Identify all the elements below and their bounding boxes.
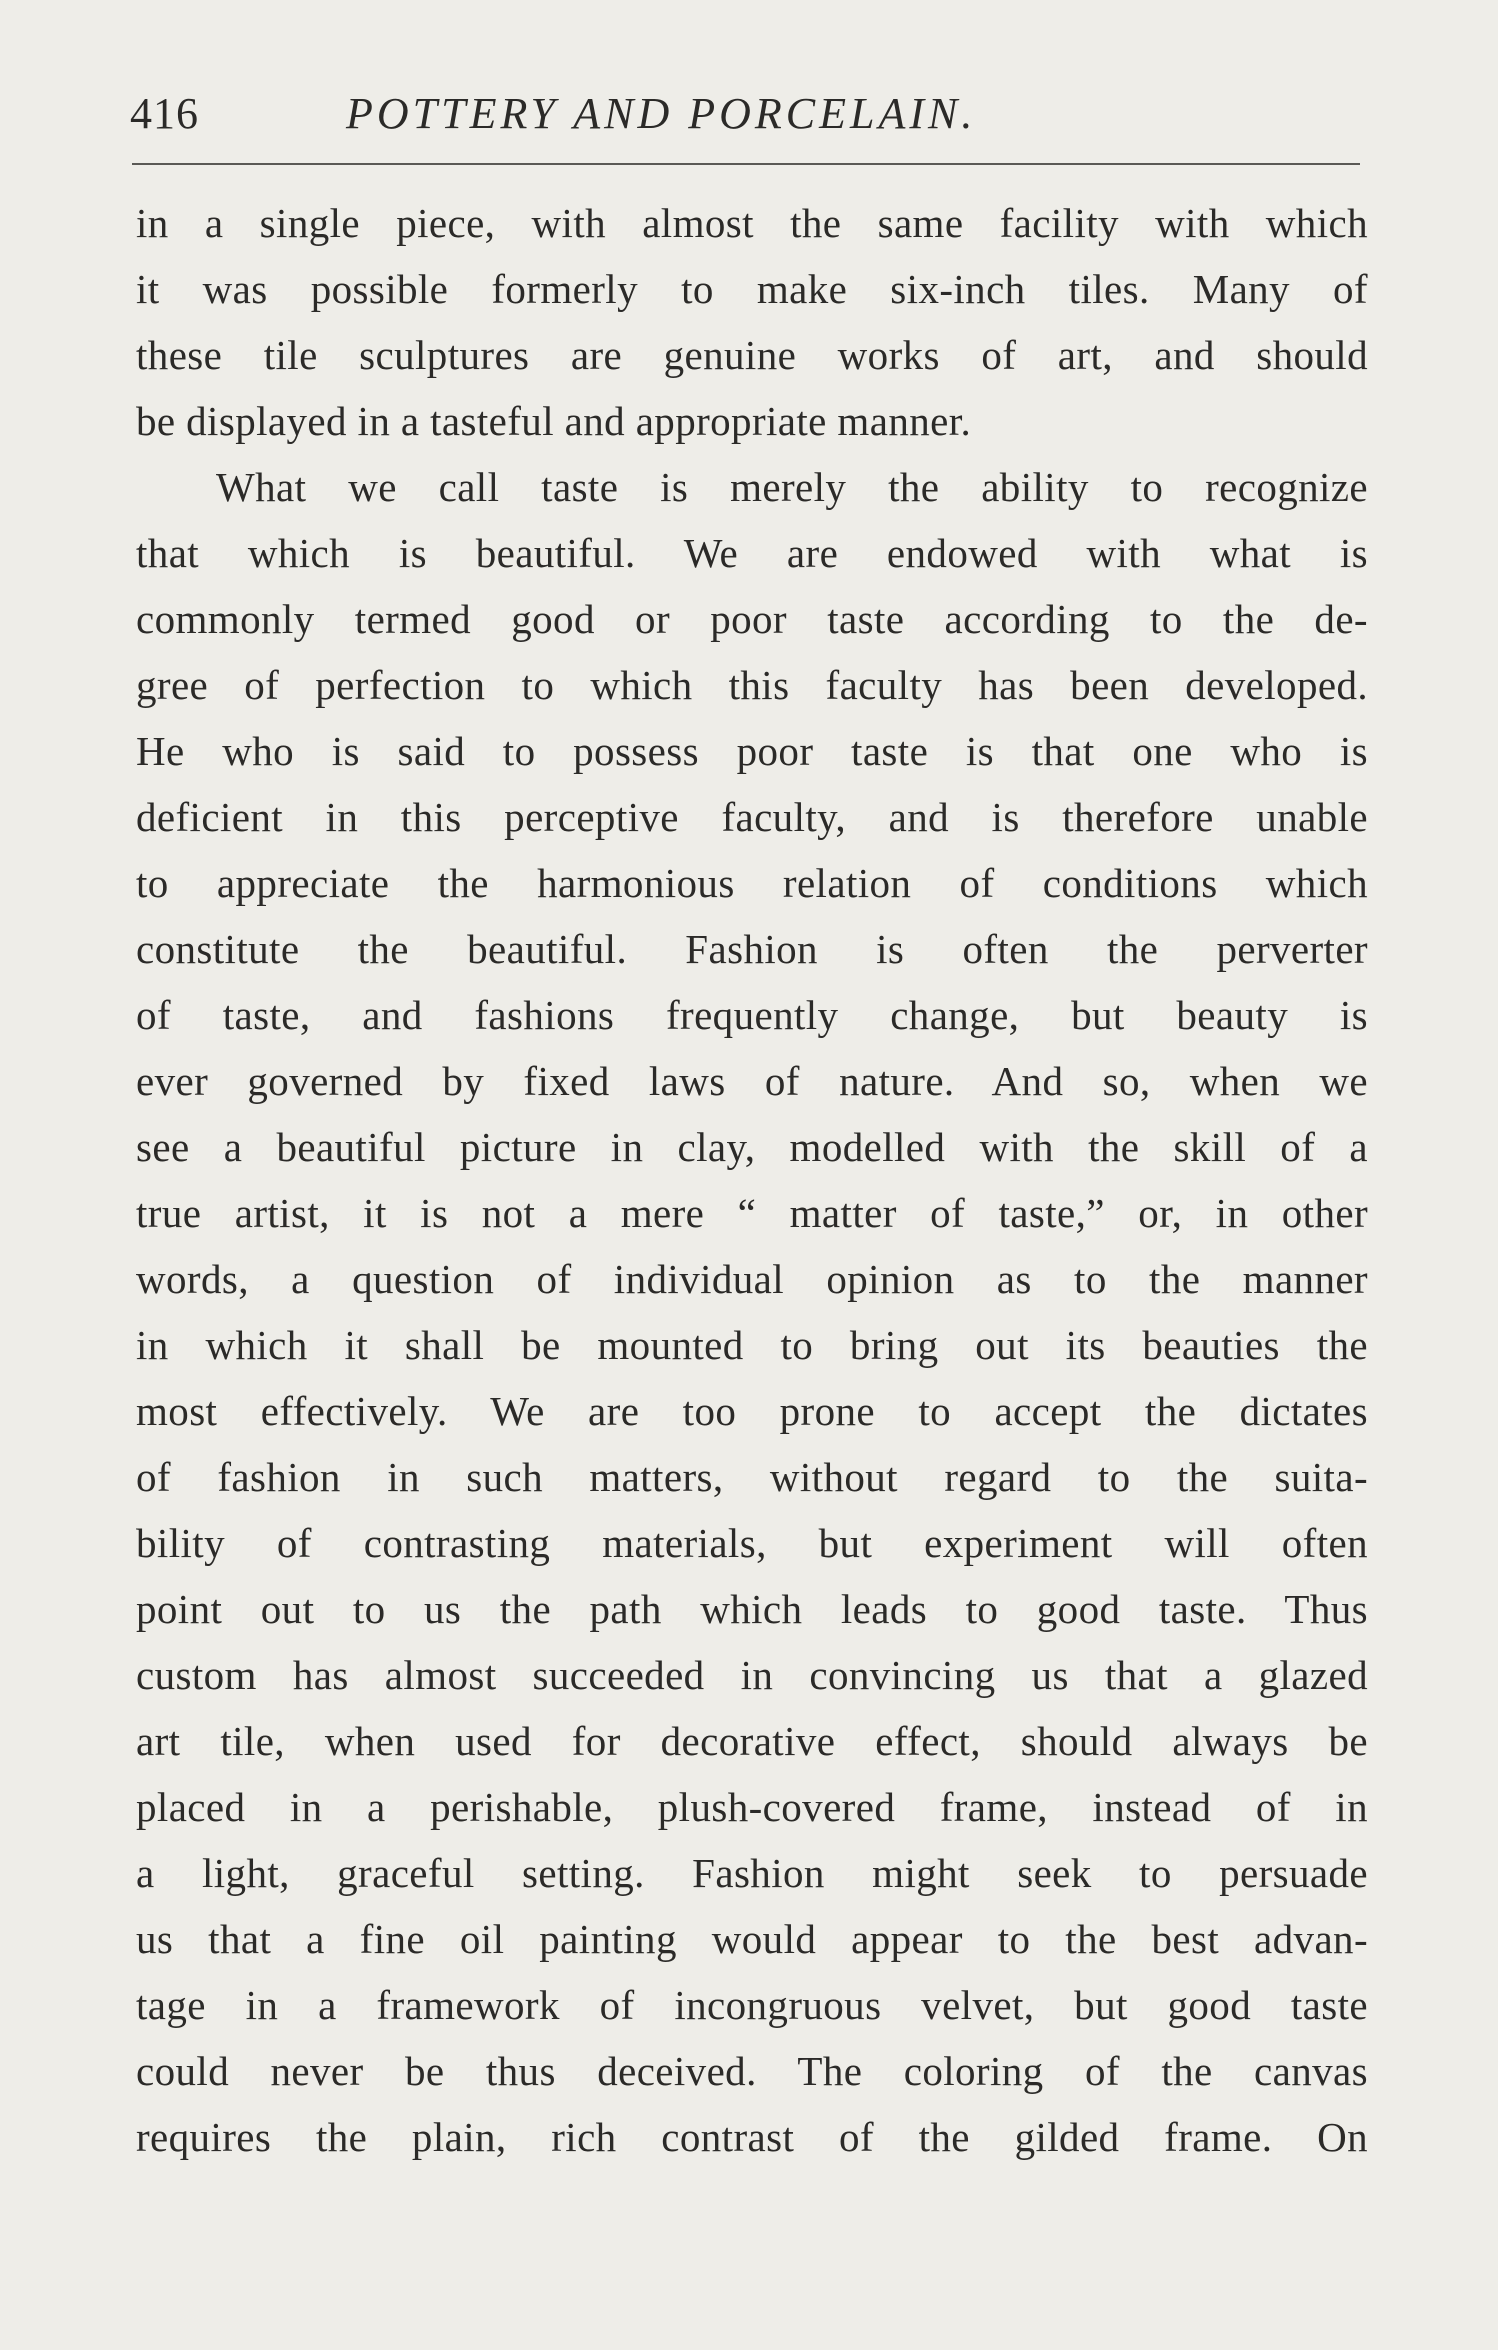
text-line: true artist, it is not a mere “ matter of taste,” or, in other bbox=[136, 1190, 1368, 1236]
text-line: in a single piece, with almost the same facility with which bbox=[136, 200, 1368, 246]
text-line: gree of perfection to which this faculty has been developed. bbox=[136, 662, 1368, 708]
text-line: of taste, and fashions frequently change, but beauty is bbox=[136, 992, 1368, 1038]
text-line: commonly termed good or poor taste according to the de- bbox=[136, 596, 1368, 642]
text-line: tage in a framework of incongruous velvet, but good taste bbox=[136, 1982, 1368, 2028]
text-line: words, a question of individual opinion as to the manner bbox=[136, 1256, 1368, 1302]
running-title: POTTERY AND PORCELAIN. bbox=[346, 89, 977, 138]
text-line: could never be thus deceived. The coloring of the canvas bbox=[136, 2048, 1368, 2094]
text-line: see a beautiful picture in clay, modelled with the skill of a bbox=[136, 1124, 1368, 1170]
text-line: of fashion in such matters, without regard to the suita- bbox=[136, 1454, 1368, 1500]
text-line: that which is beautiful. We are endowed with what is bbox=[136, 530, 1368, 576]
text-line: these tile sculptures are genuine works of art, and should bbox=[136, 332, 1368, 378]
text-line: us that a fine oil painting would appear to the best advan- bbox=[136, 1916, 1368, 1962]
text-line: it was possible formerly to make six-inch tiles. Many of bbox=[136, 266, 1368, 312]
text-line: bility of contrasting materials, but experiment will often bbox=[136, 1520, 1368, 1566]
text-line: requires the plain, rich contrast of the gilded frame. On bbox=[136, 2114, 1368, 2160]
text-line: art tile, when used for decorative effect, should always be bbox=[136, 1718, 1368, 1764]
text-line: a light, graceful setting. Fashion might seek to persuade bbox=[136, 1850, 1368, 1896]
page-header bbox=[130, 84, 1360, 144]
text-line: deficient in this perceptive faculty, and is therefore unable bbox=[136, 794, 1368, 840]
text-line: ever governed by fixed laws of nature. And so, when we bbox=[136, 1058, 1368, 1104]
text-line: in which it shall be mounted to bring out its beauties the bbox=[136, 1322, 1368, 1368]
page-number: 416 bbox=[130, 89, 199, 138]
text-line: most effectively. We are too prone to accept the dictates bbox=[136, 1388, 1368, 1434]
text-line: to appreciate the harmonious relation of conditions which bbox=[136, 860, 1368, 906]
text-line: be displayed in a tasteful and appropriate manner. bbox=[136, 398, 972, 444]
text-line: He who is said to possess poor taste is that one who is bbox=[136, 728, 1368, 774]
text-line: constitute the beautiful. Fashion is often the perverter bbox=[136, 926, 1368, 972]
text-line: placed in a perishable, plush-covered frame, instead of in bbox=[136, 1784, 1368, 1830]
text-line: custom has almost succeeded in convincing us that a glazed bbox=[136, 1652, 1368, 1698]
text-line: point out to us the path which leads to good taste. Thus bbox=[136, 1586, 1368, 1632]
header-rule bbox=[132, 163, 1360, 165]
body-text bbox=[136, 190, 1368, 2170]
paragraph-first-line: What we call taste is merely the ability to recognize bbox=[216, 464, 1368, 510]
